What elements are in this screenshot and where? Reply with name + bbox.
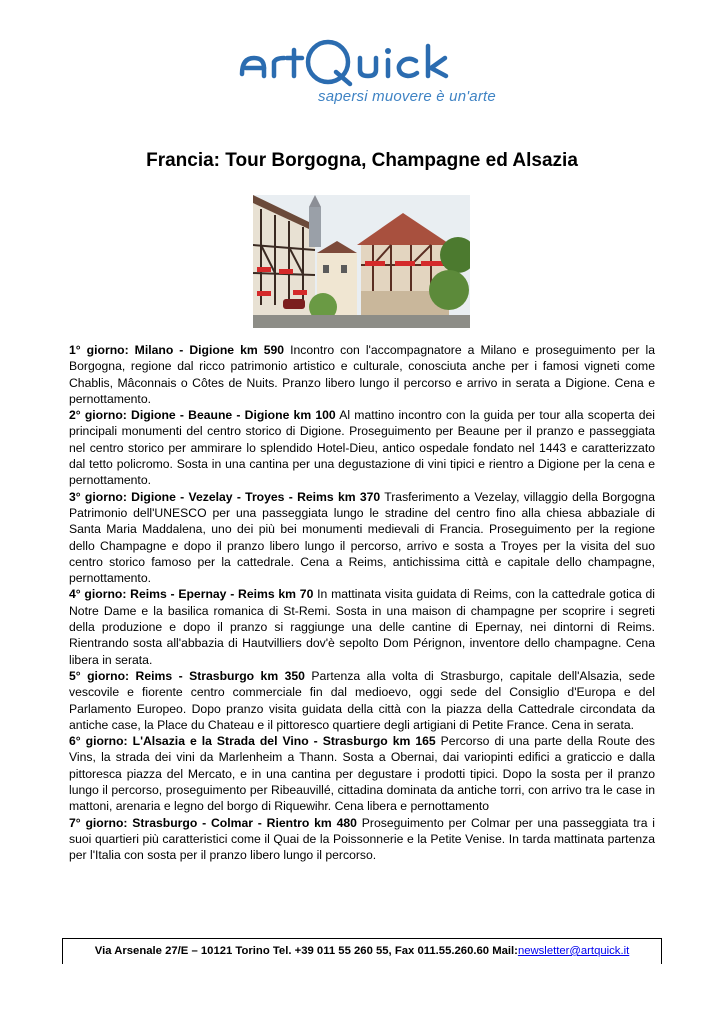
tour-photo [253,195,470,328]
day-2-heading: 2° giorno: Digione - Beaune - Digione km 100 [69,408,336,423]
day-6 [69,733,655,814]
logo-tagline: sapersi muovere è un'arte [318,88,496,105]
day-7-text: Proseguimento per Colmar per una passeggiata tra i suoi quartieri più caratteristici come il Quai de la Poissonnerie e la Petite Venise. In tarda mattinata partenza per l'Italia con sosta per il pranzo libero lungo il percorso. [69,815,655,863]
day-7 [69,815,655,864]
page-title: Francia: Tour Borgogna, Champagne ed Alsazia [146,150,578,171]
day-3-text: Trasferimento a Vezelay, villaggio della Borgogna Patrimonio dell'UNESCO per una passeggiata lungo le stradine del centro fino alla chiesa abbaziale di Santa Maria Maddalena, uno dei più bei monumenti medievali di Francia. Proseguimento per la regione dello Champagne e dopo il pranzo libero lungo il percorso, arrivo e sosta a Troyes per la visita del suo centro storico famoso per la cattedrale. Cena a Reims, antichissima città e capitale dello champagne, pernottamento. [69,489,655,586]
day-5-text: Partenza alla volta di Strasburgo, capitale dell'Alsazia, sede vescovile e fiorente centro commerciale fin dal medioevo, oggi sede del Consiglio d'Europa e del Parlamento Europeo. Dopo pranzo visita guidata della città con la piazza della Cattedrale circondata da antiche case, la Place du Chateau e il pittoresco quartiere degli artigiani di Petite France. Cena in serata. [69,668,655,732]
logo-wordmark [238,36,488,88]
day-5-heading: 5° giorno: Reims - Strasburgo km 350 [69,668,305,683]
day-4-heading: 4° giorno: Reims - Epernay - Reims km 70 [69,587,314,602]
day-4-text: In mattinata visita guidata di Reims, con la cattedrale gotica di Notre Dame e la basilica romanica di St-Remi. Sosta in una maison di champagne per scoprire i segreti della produzione e dopo il pranzo si raggiunge una delle cantine di Epernay, nei dintorni di Reims. Rientrando sosta all'abbazia di Hautvilliers dov'è sepolto Dom Pérignon, inventore dello champagne. Cena libera in serata. [69,587,655,667]
day-4 [69,586,655,667]
artquick-logo [238,36,496,108]
day-3 [69,489,655,587]
day-2 [69,407,655,488]
day-6-text: Percorso di una parte della Route des Vins, la strada dei vini da Marlenheim a Thann. Sosta a Obernai, dai variopinti edifici a graticcio e dalla pittoresca piazza del Mercato, e in una cantina per degustare i prodotti tipici. Dopo la sosta per il pranzo lungo il percorso, proseguimento per Ribeauvillé, cittadina dominata da antiche torri, con arrivo tra le case in mattoni, arenaria e legno del borgo di Riquewihr. Cena libera e pernottamento [69,734,655,814]
day-7-heading: 7° giorno: Strasburgo - Colmar - Rientro km 480 [69,815,357,830]
footer-contact [62,938,662,964]
day-1 [69,342,655,407]
itinerary [69,342,655,864]
day-1-text: Incontro con l'accompagnatore a Milano e proseguimento per la Borgogna, regione dal ricco patrimonio artistico e culturale, conosciuta anche per i famosi vigneti come Chablis, Mâconnais o Côtes de Nuits. Pranzo libero lungo il percorso e arrivo in serata a Digione. Cena e pernottamento. [69,343,655,406]
day-1-heading: 1° giorno: Milano - Digione km 590 [69,343,285,357]
footer-address: Via Arsenale 27/E – 10121 Torino Tel. +39 011 55 260 55, Fax 011.55.260.60 Mail: [94,945,518,957]
day-2-text: Al mattino incontro con la guida per tour alla scoperta dei principali monumenti del centro storico di Digione. Proseguimento per Beaune per il pranzo e passeggiata nel centro storico per ammirare lo splendido Hotel-Dieu, antico ospedale fondato nel 1443 e caratterizzato dal tetto policromo. Sosta in una cantina per una degustazione di vini tipici e rientro a Digione per la cena e pernottamento. [69,408,655,488]
day-3-heading: 3° giorno: Digione - Vezelay - Troyes - Reims km 370 [69,489,381,504]
day-6-heading: 6° giorno: L'Alsazia e la Strada del Vino - Strasburgo km 165 [69,734,436,749]
day-5 [69,668,655,733]
footer-email-link[interactable]: newsletter@artquick.it [517,945,630,957]
